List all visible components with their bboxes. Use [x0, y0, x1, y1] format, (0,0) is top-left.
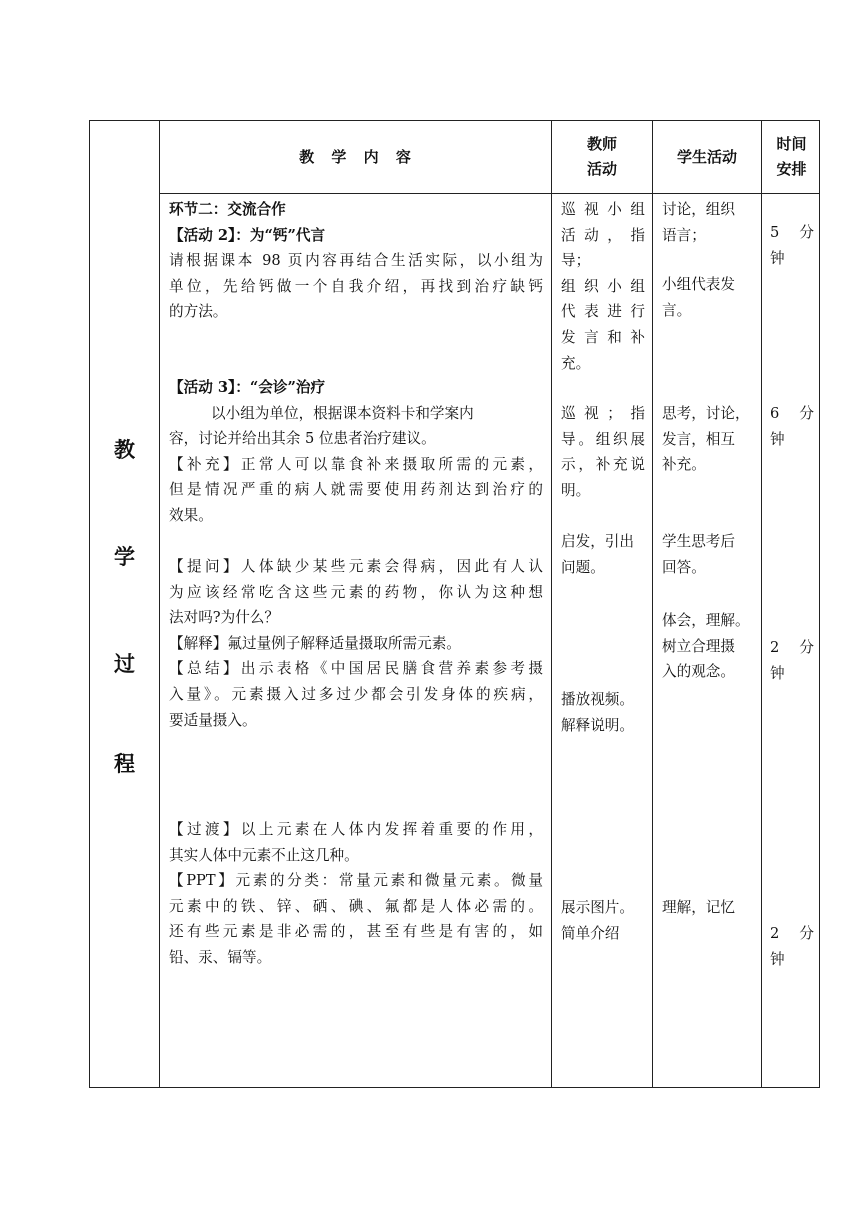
activity2-line: 请根据课本 98 页内容再结合生活实际，以小组为 [169, 252, 543, 270]
header-student [653, 121, 761, 193]
teacher-line: 发言和补 [561, 328, 645, 346]
teacher-line: 启发，引出 [561, 533, 634, 550]
supplement-line: 效果。 [169, 506, 213, 524]
student-block-4 [662, 529, 754, 580]
student-block-3 [662, 401, 754, 478]
teacher-block-2 [561, 401, 645, 503]
lesson-table [89, 120, 820, 1088]
side-char-4: 程 [114, 751, 135, 776]
supplement-line: 但是情况严重的病人就需要使用药剂达到治疗的 [169, 481, 543, 499]
student-line: 入的观念。 [662, 663, 735, 681]
content-block-activity3 [169, 375, 543, 529]
teacher-line: 活动，指 [561, 226, 645, 244]
teacher-line: 示，补充说 [561, 456, 645, 474]
teacher-line: 组织小组 [561, 277, 645, 295]
teacher-line: 问题。 [561, 558, 605, 576]
time-block-4 [770, 921, 814, 972]
activity2-title: 【活动 2】：为“钙”代言 [169, 226, 326, 244]
activity2-line: 的方法。 [169, 303, 228, 321]
time-line: 2 分 [770, 639, 814, 656]
header-student-label: 学生活动 [676, 147, 737, 166]
student-block-1 [662, 197, 754, 248]
content-block-activity2 [169, 197, 543, 325]
ppt-line: 【PPT】元素的分类：常量元素和微量元素。微量 [169, 872, 543, 890]
time-line: 钟 [770, 430, 785, 448]
header-teacher [552, 121, 652, 193]
summary-line: 【总结】出示表格《中国居民膳食营养素参考摄 [169, 660, 543, 678]
student-line: 回答。 [662, 558, 706, 576]
teacher-line: 解释说明。 [561, 716, 634, 734]
ppt-line: 还有些元素是非必需的，甚至有些是有害的，如 [169, 923, 543, 941]
ppt-line: 铅、汞、镉等。 [169, 948, 272, 966]
teacher-line: 代表进行 [561, 303, 645, 321]
column-divider [551, 121, 552, 1087]
content-block-transition [169, 817, 543, 971]
time-line: 5 分 [770, 224, 814, 241]
student-line: 树立合理摄 [662, 637, 735, 655]
header-time-line1: 时间 [776, 135, 807, 153]
time-line: 6 分 [770, 405, 814, 422]
teacher-line: 充。 [561, 354, 591, 372]
student-line: 言。 [662, 301, 692, 319]
teacher-line: 导。组织展 [561, 430, 645, 448]
header-content [160, 121, 551, 193]
transition-line: 【过渡】以上元素在人体内发挥着重要的作用， [169, 821, 543, 838]
side-char-3: 过 [114, 651, 135, 676]
transition-line: 其实人体中元素不止这几种。 [169, 846, 359, 864]
side-char-2: 学 [114, 544, 135, 569]
header-divider [159, 193, 819, 194]
teacher-block-3 [561, 529, 645, 580]
question-line: 法对吗?为什么？ [169, 609, 279, 627]
header-teacher-line1: 教师 [586, 135, 617, 153]
column-divider [761, 121, 762, 1087]
header-content-label: 教 学 内 容 [299, 147, 412, 166]
supplement-line: 【补充】正常人可以靠食补来摄取所需的元素， [169, 455, 543, 473]
time-line: 钟 [770, 664, 785, 682]
teacher-line: 播放视频。 [561, 691, 634, 708]
summary-line: 入量》。元素摄入过多过少都会引发身体的疾病， [169, 685, 543, 703]
time-block-3 [770, 635, 814, 686]
teacher-block-4 [561, 687, 645, 738]
section-title: 环节二：交流合作 [169, 201, 286, 218]
student-block-6 [662, 895, 754, 921]
time-line: 2 分 [770, 925, 814, 942]
student-line: 理解，记忆 [662, 899, 735, 916]
time-line: 钟 [770, 950, 785, 968]
teacher-block-1 [561, 197, 645, 376]
ppt-line: 元素中的铁、锌、硒、碘、氟都是人体必需的。 [169, 897, 543, 915]
content-block-question [169, 554, 543, 733]
column-divider [159, 121, 160, 1087]
time-block-1 [770, 220, 814, 271]
student-line: 语言； [662, 226, 706, 244]
teacher-line: 巡视；指 [561, 405, 645, 422]
question-line: 为应该经常吃含这些元素的药物，你认为这种想 [169, 583, 543, 601]
activity3-line: 以小组为单位，根据课本资料卡和学案内 [211, 404, 474, 422]
header-time-line2: 安排 [776, 160, 807, 178]
header-teacher-line2: 活动 [586, 160, 617, 178]
student-line: 讨论，组织 [662, 201, 735, 218]
teacher-line: 明。 [561, 481, 591, 499]
time-line: 钟 [770, 249, 785, 267]
teacher-line: 简单介绍 [561, 924, 620, 942]
teacher-line: 展示图片。 [561, 899, 634, 916]
student-line: 体会，理解。 [662, 612, 750, 629]
student-line: 学生思考后 [662, 533, 735, 550]
side-char-1: 教 [114, 437, 135, 462]
question-line: 【提问】人体缺少某些元素会得病，因此有人认 [169, 558, 543, 575]
activity2-line: 单位，先给钙做一个自我介绍，再找到治疗缺钙 [169, 277, 543, 295]
time-block-2 [770, 401, 814, 452]
explain-line: 【解释】氟过量例子解释适量摄取所需元素。 [169, 634, 461, 652]
teacher-line: 导； [561, 252, 591, 270]
header-time [762, 121, 821, 193]
column-divider [652, 121, 653, 1087]
activity3-line: 容，讨论并给出其余 5 位患者治疗建议。 [169, 430, 436, 448]
student-line: 补充。 [662, 456, 706, 474]
student-block-2 [662, 272, 754, 323]
student-line: 发言，相互 [662, 430, 735, 448]
teacher-line: 巡视小组 [561, 201, 645, 218]
student-line: 思考，讨论， [662, 405, 750, 422]
student-block-5 [662, 608, 754, 685]
activity3-title: 【活动 3】：“会诊”治疗 [169, 379, 326, 396]
summary-line: 要适量摄入。 [169, 711, 257, 729]
student-line: 小组代表发 [662, 276, 735, 293]
teacher-block-5 [561, 895, 645, 946]
